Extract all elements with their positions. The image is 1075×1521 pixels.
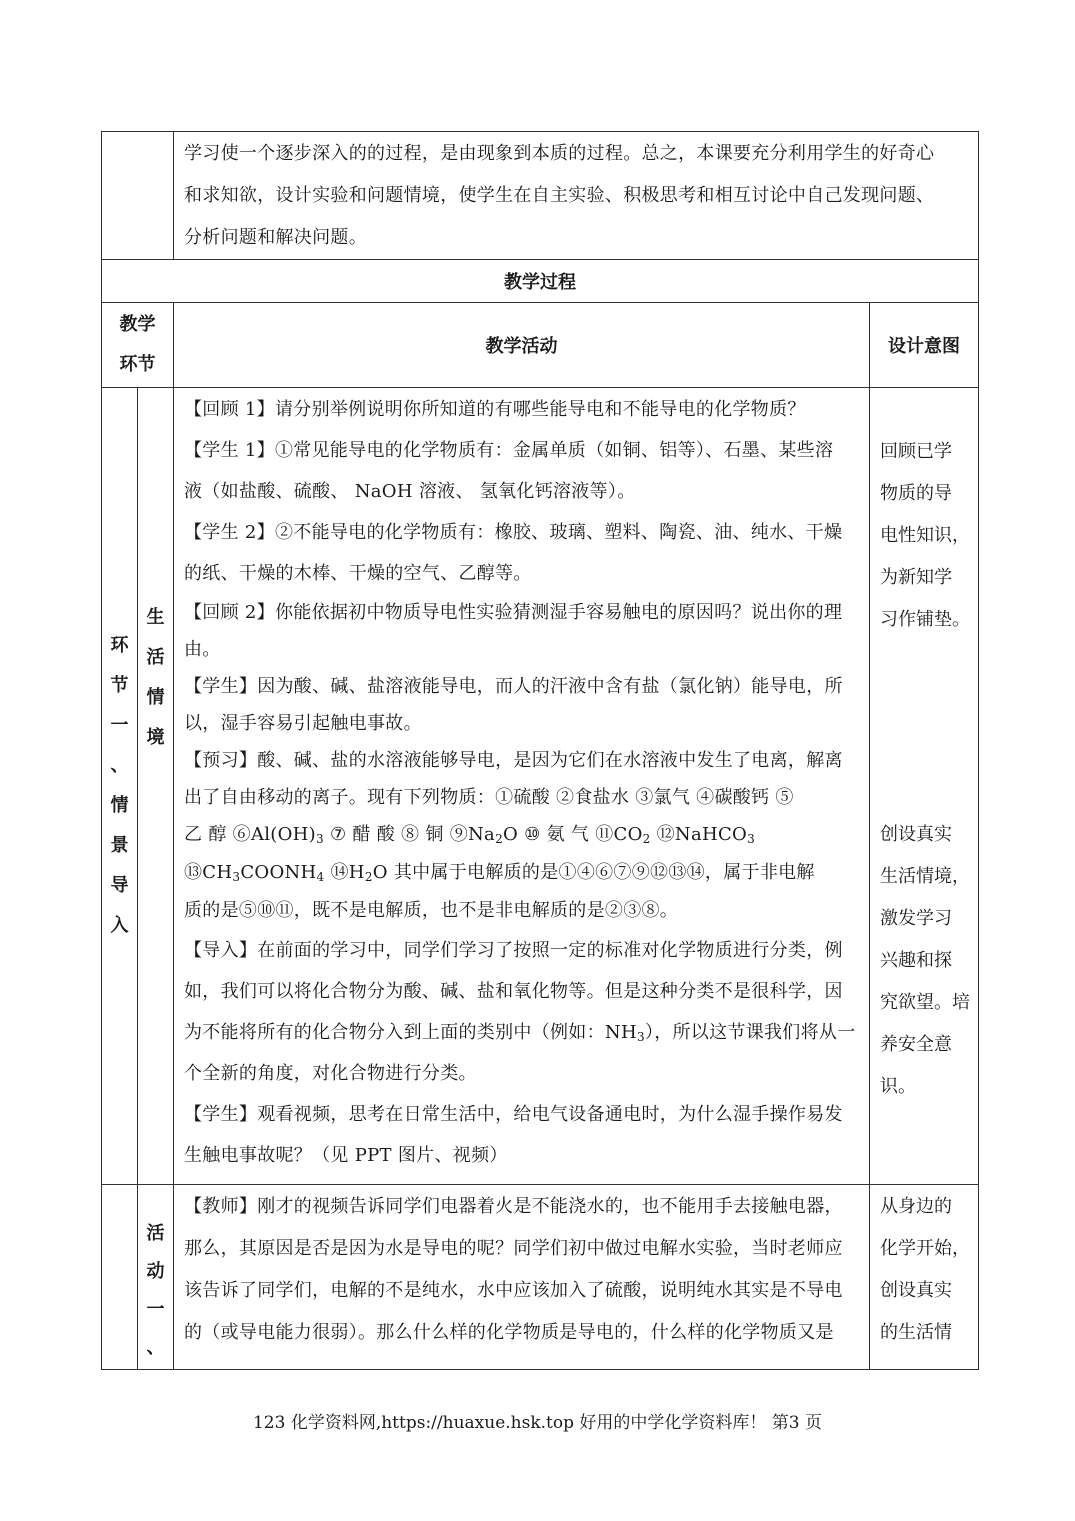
text-span: O ⑩ 氨 气 ⑪CO: [503, 824, 643, 845]
intent-line: 生活情境，: [880, 866, 970, 887]
intro-lead-line: 个全新的角度，对化合物进行分类。: [184, 1063, 477, 1084]
text-span: COONH: [240, 862, 317, 883]
review1: 【回顾 1】请分别举例说明你所知道的有哪些能导电和不能导电的化学物质？: [184, 399, 806, 420]
stage1-activity: [174, 388, 870, 1185]
stage2-subchar: 动: [146, 1261, 165, 1282]
subscript: 3: [316, 832, 324, 846]
student-line: 【学生】因为酸、碱、盐溶液能导电，而人的汗液中含有盐（氯化钠）能导电，所: [184, 676, 843, 697]
header-stage-line1: 教学: [119, 314, 156, 335]
text-span: ⑬CH: [184, 862, 233, 883]
stage1-char: 节: [110, 675, 129, 696]
teacher-line: 该告诉了同学们，电解的不是纯水，水中应该加入了硫酸，说明纯水其实是不导电: [184, 1280, 843, 1301]
lesson-plan-table: [101, 131, 979, 1370]
intent-line: 养安全意: [880, 1034, 952, 1055]
preview-line: 出了自由移动的离子。现有下列物质：①硫酸 ②食盐水 ③氯气 ④碳酸钙 ⑤: [184, 787, 794, 808]
stage1-intent: [870, 388, 979, 1185]
section-title: 教学过程: [102, 260, 979, 303]
student-video-line: 【学生】观看视频，思考在日常生活中，给电气设备通电时，为什么湿手操作易发: [184, 1104, 843, 1125]
header-intent: 设计意图: [870, 303, 979, 388]
teacher-line: 【教师】刚才的视频告诉同学们电器着火是不能浇水的，也不能用手去接触电器，: [184, 1196, 843, 1217]
stage1-char: 导: [110, 875, 129, 896]
header-stage-line2: 环节: [119, 354, 156, 375]
preview-line: 【预习】酸、碱、盐的水溶液能够导电，是因为它们在水溶液中发生了电离，解离: [184, 750, 843, 771]
intro-row: [102, 132, 979, 260]
stage1-subchar: 境: [146, 727, 165, 748]
text-span: ⑦ 醋 酸 ⑧ 铜 ⑨Na: [323, 824, 496, 845]
stage1-char: 情: [110, 795, 129, 816]
student1-line: 【学生 1】①常见能导电的化学物质有：金属单质（如铜、铝等）、石墨、某些溶: [184, 440, 834, 461]
intro-empty-cell: [102, 132, 174, 260]
stage1-char: 、: [110, 755, 129, 776]
teacher-line: 那么，其原因是否是因为水是导电的呢？同学们初中做过电解水实验，当时老师应: [184, 1238, 843, 1259]
intro-line: 学习使一个逐步深入的的过程，是由现象到本质的过程。总之，本课要充分利用学生的好奇心: [184, 143, 935, 164]
intent-line: 化学开始，: [880, 1238, 970, 1259]
intro-line: 分析问题和解决问题。: [184, 227, 367, 248]
text-span: 为不能将所有的化合物分入到上面的类别中（例如：NH: [184, 1022, 637, 1043]
teacher-line: 的（或导电能力很弱）。那么什么样的化学物质是导电的，什么样的化学物质又是: [184, 1322, 834, 1343]
text-span: ⑫NaHCO: [650, 824, 748, 845]
preview-line: [184, 816, 861, 854]
page-footer: 123 化学资料网,https://huaxue.hsk.top 好用的中学化学资料库！ 第3 页: [252, 1413, 823, 1433]
intent-line: 回顾已学: [880, 441, 952, 462]
stage1-sublabel: [138, 388, 174, 1185]
intent-line: 究欲望。培: [880, 992, 970, 1013]
stage2-sublabel: [138, 1185, 174, 1370]
stage2-subchar: 一: [146, 1299, 165, 1320]
intent-line: 的生活情: [880, 1322, 952, 1343]
review2-line: 【回顾 2】你能依据初中物质导电性实验猜测湿手容易触电的原因吗？说出你的理: [184, 602, 843, 623]
text-span: ⑭H: [324, 862, 365, 883]
intro-lead-line: 【导入】在前面的学习中，同学们学习了按照一定的标准对化学物质进行分类，例: [184, 940, 843, 961]
subscript: 2: [495, 832, 504, 846]
subscript: 2: [364, 870, 373, 884]
student-video-line: 生触电事故呢？（见 PPT 图片、视频）: [184, 1145, 508, 1166]
preview-line: [184, 854, 861, 892]
stage2-row: [102, 1185, 979, 1370]
text-span: 乙 醇 ⑥Al(OH): [184, 824, 316, 845]
stage1-label: [102, 388, 138, 1185]
review2-line: 由。: [184, 639, 221, 660]
intro-lead-line: [184, 1012, 861, 1053]
intent-line: 物质的导: [880, 483, 952, 504]
intent-line: 识。: [880, 1076, 916, 1097]
header-activity: 教学活动: [174, 303, 870, 388]
stage2-label: [102, 1185, 138, 1370]
intent-line: 电性知识，: [880, 525, 970, 546]
student-line: 以，湿手容易引起触电事故。: [184, 713, 422, 734]
intent-line: 习作铺垫。: [880, 609, 970, 630]
intro-cell: [174, 132, 979, 260]
stage2-subchar: 、: [146, 1337, 165, 1358]
stage1-char: 入: [110, 915, 129, 936]
subscript: 2: [642, 832, 651, 846]
stage2-intent: [870, 1185, 979, 1370]
subscript: 4: [316, 870, 325, 884]
student2-line: 【学生 2】②不能导电的化学物质有：橡胶、玻璃、塑料、陶瓷、油、纯水、干燥: [184, 522, 843, 543]
text-span: ），所以这节课我们将从一: [644, 1022, 856, 1043]
student1-line: 液（如盐酸、硫酸、 NaOH 溶液、 氢氧化钙溶液等）。: [184, 481, 636, 502]
intent-line: 从身边的: [880, 1196, 952, 1217]
preview-line: 质的是⑤⑩⑪，既不是电解质，也不是非电解质的是②③⑧。: [184, 900, 679, 921]
stage1-subchar: 活: [146, 647, 165, 668]
stage1-row: [102, 388, 979, 1185]
stage1-char: 一: [110, 715, 129, 736]
subscript: 3: [232, 870, 241, 884]
header-stage: [102, 303, 174, 388]
intent-line: 兴趣和探: [880, 950, 952, 971]
intent-line: 激发学习: [880, 908, 952, 929]
subscript: 3: [636, 1030, 645, 1044]
stage1-subchar: 情: [146, 687, 165, 708]
subscript: 3: [747, 832, 756, 846]
intro-lead-line: 如，我们可以将化合物分为酸、碱、盐和氧化物等。但是这种分类不是很科学，因: [184, 981, 843, 1002]
intent-line: 创设真实: [880, 824, 952, 845]
stage2-activity: [174, 1185, 870, 1370]
intro-line: 和求知欲，设计实验和问题情境，使学生在自主实验、积极思考和相互讨论中自己发现问题、: [184, 185, 935, 206]
stage1-subchar: 生: [146, 607, 165, 628]
student2-line: 的纸、干燥的木棒、干燥的空气、乙醇等。: [184, 563, 532, 584]
stage1-char: 环: [110, 635, 129, 656]
intent-line: 创设真实: [880, 1280, 952, 1301]
stage1-char: 景: [110, 835, 129, 856]
intent-line: 为新知学: [880, 567, 952, 588]
text-span: O 其中属于电解质的是①④⑥⑦⑨⑫⑬⑭，属于非电解: [372, 862, 815, 883]
stage2-subchar: 活: [146, 1223, 165, 1244]
header-row: [102, 303, 979, 388]
